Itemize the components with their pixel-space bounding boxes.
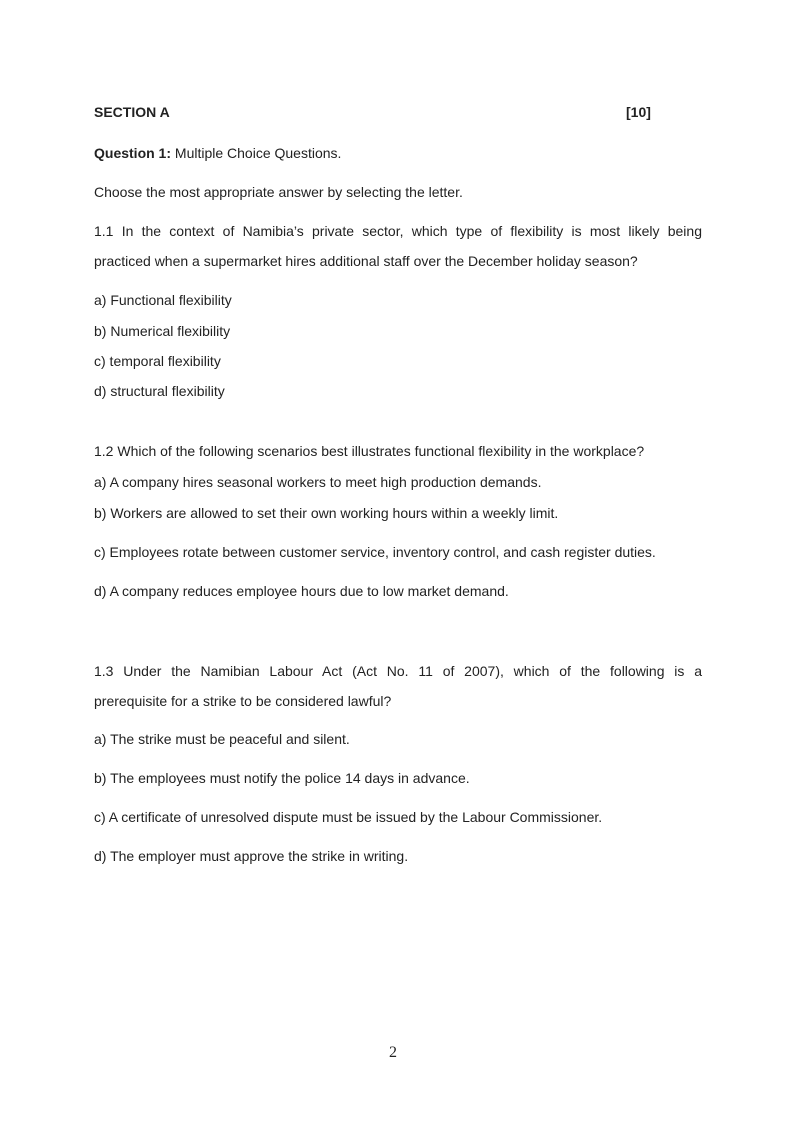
q1-3-option-d: d) The employer must approve the strike in writing. bbox=[94, 848, 409, 864]
q1-1-option-a: a) Functional flexibility bbox=[94, 292, 232, 308]
question-label: Question 1: bbox=[94, 145, 172, 161]
section-title: SECTION A bbox=[94, 104, 170, 120]
q1-2-line1: 1.2 Which of the following scenarios best illustrates functional flexibility in the workplace? bbox=[94, 443, 645, 459]
q1-2-option-d: d) A company reduces employee hours due to low market demand. bbox=[94, 583, 509, 599]
q1-1-option-d: d) structural flexibility bbox=[94, 383, 225, 399]
question-heading bbox=[94, 145, 341, 161]
q1-2-option-b: b) Workers are allowed to set their own working hours within a weekly limit. bbox=[94, 505, 559, 521]
q1-1-line1: 1.1 In the context of Namibia’s private sector, which type of flexibility is most likely being bbox=[94, 223, 702, 239]
q1-2-option-c: c) Employees rotate between customer service, inventory control, and cash register duties. bbox=[94, 544, 656, 560]
q1-1-line2: practiced when a supermarket hires additional staff over the December holiday season? bbox=[94, 253, 638, 269]
question-text: Multiple Choice Questions. bbox=[171, 145, 342, 161]
q1-1-option-c: c) temporal flexibility bbox=[94, 353, 221, 369]
section-marks: [10] bbox=[626, 104, 651, 120]
page-number: 2 bbox=[389, 1044, 397, 1061]
instruction: Choose the most appropriate answer by selecting the letter. bbox=[94, 184, 463, 200]
q1-3-option-c: c) A certificate of unresolved dispute must be issued by the Labour Commissioner. bbox=[94, 809, 603, 825]
q1-1-option-b: b) Numerical flexibility bbox=[94, 323, 231, 339]
q1-3-line1: 1.3 Under the Namibian Labour Act (Act No. 11 of 2007), which of the following is a bbox=[94, 663, 702, 679]
q1-3-option-a: a) The strike must be peaceful and silent. bbox=[94, 731, 350, 747]
q1-2-option-a: a) A company hires seasonal workers to meet high production demands. bbox=[94, 474, 542, 490]
q1-3-line2: prerequisite for a strike to be considered lawful? bbox=[94, 693, 392, 709]
q1-3-option-b: b) The employees must notify the police 14 days in advance. bbox=[94, 770, 470, 786]
